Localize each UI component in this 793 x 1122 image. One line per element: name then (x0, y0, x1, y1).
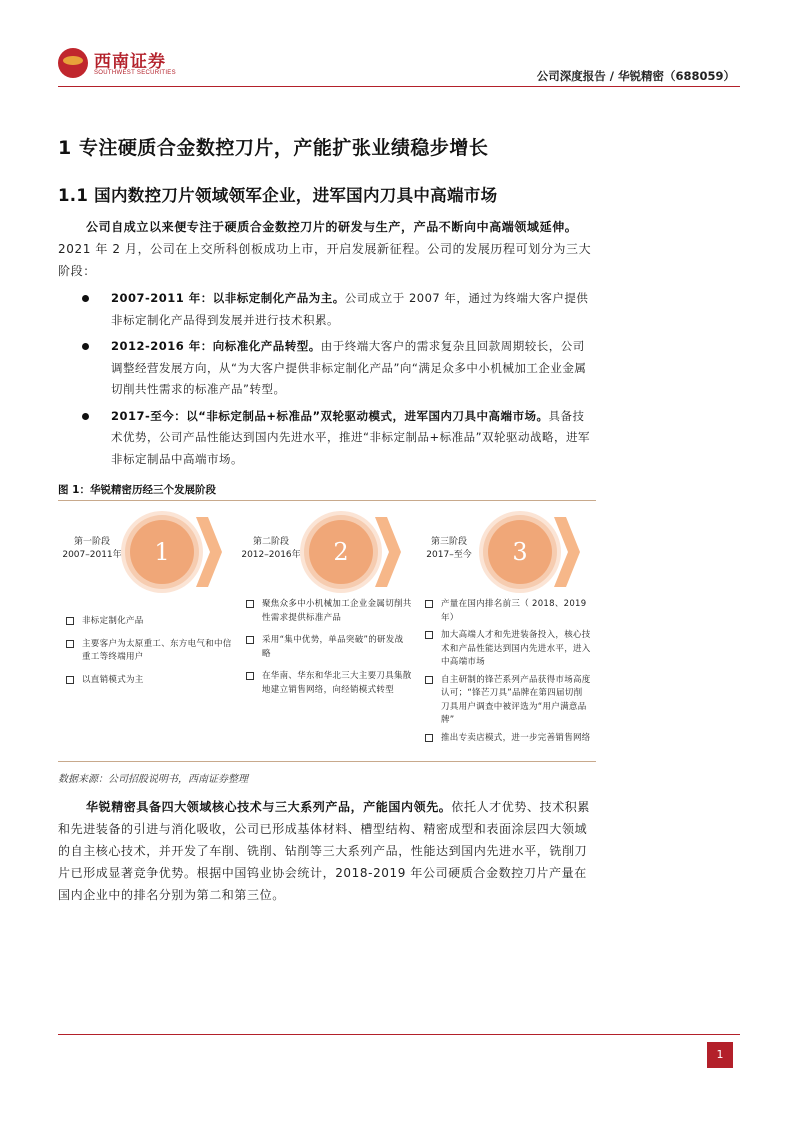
list-item (82, 406, 592, 471)
brand-logo (58, 46, 198, 86)
subsection-heading: 1.1 国内数控刀片领域领军企业，进军国内刀具中高端市场 (58, 186, 498, 205)
footer-divider (58, 1034, 740, 1035)
page-number: 1 (707, 1042, 733, 1068)
checkbox-icon (246, 672, 254, 680)
stage-2-period: 2012–2016年 (241, 550, 301, 560)
intro-paragraph (58, 216, 592, 282)
list-item: 自主研制的锋芒系列产品获得市场高度认可；“锋芒刀具”品牌在第四届切削刀具用户调查中被评选为“用户满意品牌” (425, 674, 591, 728)
section-heading: 1 专注硬质合金数控刀片，产能扩张业绩稳步增长 (58, 137, 489, 159)
logo-english-name: SOUTHWEST SECURITIES (94, 70, 176, 76)
list-item: 在华南、华东和华北三大主要刀具集散地建立销售网络，向经销模式转型 (246, 670, 412, 697)
stage-3-name: 第三阶段 (430, 537, 467, 547)
intro-text: 2021 年 2 月，公司在上交所科创板成功上市，开启发展新征程。公司的发展历程可划分为三大阶段： (58, 242, 592, 278)
stage-1-period: 2007–2011年 (62, 550, 122, 560)
logo-swoosh (63, 56, 83, 65)
list-item: 推出专卖店模式，进一步完善销售网络 (425, 732, 591, 746)
checkbox-icon (425, 676, 433, 684)
stage-2-circle: 2 (309, 520, 373, 584)
report-label: 公司深度报告 / 华锐精密（688059） (536, 69, 735, 83)
stage-2-name: 第二阶段 (252, 537, 289, 547)
checkbox-icon (66, 640, 74, 648)
stage-1-items (66, 615, 232, 696)
stage-bullet-list (82, 288, 592, 475)
stage-1-chevron-icon (196, 517, 222, 587)
closing-paragraph (58, 796, 592, 906)
header-divider (58, 86, 740, 87)
figure-title: 图 1：华锐精密历经三个发展阶段 (58, 484, 216, 496)
stage-2-label (226, 536, 316, 562)
stage-3-circle: 3 (488, 520, 552, 584)
checkbox-icon (66, 676, 74, 684)
bullet-text: 由于终端大客户的需求复杂且回款周期较长，公司调整经营发展方向，从“为大客户提供非标定制化产品”向“满足众多中小机械加工企业金属切削共性需求的标准产品”转型。 (111, 339, 587, 396)
intro-bold: 公司自成立以来便专注于硬质合金数控刀片的研发与生产，产品不断向中高端领域延伸。 (86, 220, 578, 234)
bullet-dot (82, 295, 89, 302)
checkbox-icon (66, 617, 74, 625)
closing-bold: 华锐精密具备四大领域核心技术与三大系列产品，产能国内领先。 (86, 800, 452, 814)
checkbox-icon (425, 631, 433, 639)
list-item (82, 288, 592, 331)
bullet-text: 具备技术优势，公司产品性能达到国内先进水平，推进“非标定制品+标准品”双轮驱动战略，进军非标定制品中高端市场。 (111, 408, 591, 466)
bullet-dot (82, 413, 89, 420)
list-item: 加大高端人才和先进装备投入，核心技术和产品性能达到国内先进水平，进入中高端市场 (425, 629, 591, 670)
stage-1-name: 第一阶段 (73, 537, 110, 547)
list-item (82, 336, 592, 401)
checkbox-icon (246, 600, 254, 608)
figure-bottom-rule (58, 761, 596, 762)
checkbox-icon (425, 600, 433, 608)
figure-source: 数据来源：公司招股说明书，西南证券整理 (58, 774, 248, 785)
bullet-bold: 2012-2016 年：向标准化产品转型。 (111, 339, 321, 353)
bullet-bold: 2007-2011 年：以非标定制化产品为主。 (111, 291, 345, 305)
stage-1-circle: 1 (130, 520, 194, 584)
stage-1-label (47, 536, 137, 562)
figure-top-rule (58, 500, 596, 501)
list-item: 聚焦众多中小机械加工企业金属切削共性需求提供标准产品 (246, 598, 412, 625)
checkbox-icon (425, 734, 433, 742)
bullet-dot (82, 343, 89, 350)
logo-chinese-name: 西南证券 (94, 52, 166, 72)
closing-text: 依托人才优势、技术积累和先进装备的引进与消化吸收，公司已形成基体材料、槽型结构、精密成型和表面涂层四大领域的自主核心技术，并开发了车削、铣削、钻削等三大系列产品，性能达到国内先进水平，铣削刀片已形成显著竞争优势。根据中国钨业协会统计，2018-2019 年公司硬质合金数控刀片产量在国内企业中的排名分别为第二和第三位。 (58, 800, 591, 902)
stage-2-chevron-icon (375, 517, 401, 587)
bullet-text: 公司成立于 2007 年，通过为终端大客户提供非标定制化产品得到发展并进行技术积累。 (111, 291, 589, 327)
stage-3-chevron-icon (554, 517, 580, 587)
list-item: 主要客户为太原重工、东方电气和中信重工等终端用户 (66, 638, 232, 665)
checkbox-icon (246, 636, 254, 644)
stage-3-items (425, 598, 591, 749)
stage-3-label (404, 536, 494, 562)
list-item: 非标定制化产品 (66, 615, 232, 629)
bullet-bold: 2017-至今：以“非标定制品+标准品”双轮驱动模式，进军国内刀具中高端市场。 (111, 408, 549, 423)
list-item: 产量在国内排名前三（ 2018、2019年） (425, 598, 591, 625)
list-item: 采用“集中优势，单品突破”的研发战略 (246, 634, 412, 661)
stage-3-period: 2017–至今 (426, 550, 472, 560)
stage-2-items (246, 598, 412, 706)
list-item: 以直销模式为主 (66, 674, 232, 688)
